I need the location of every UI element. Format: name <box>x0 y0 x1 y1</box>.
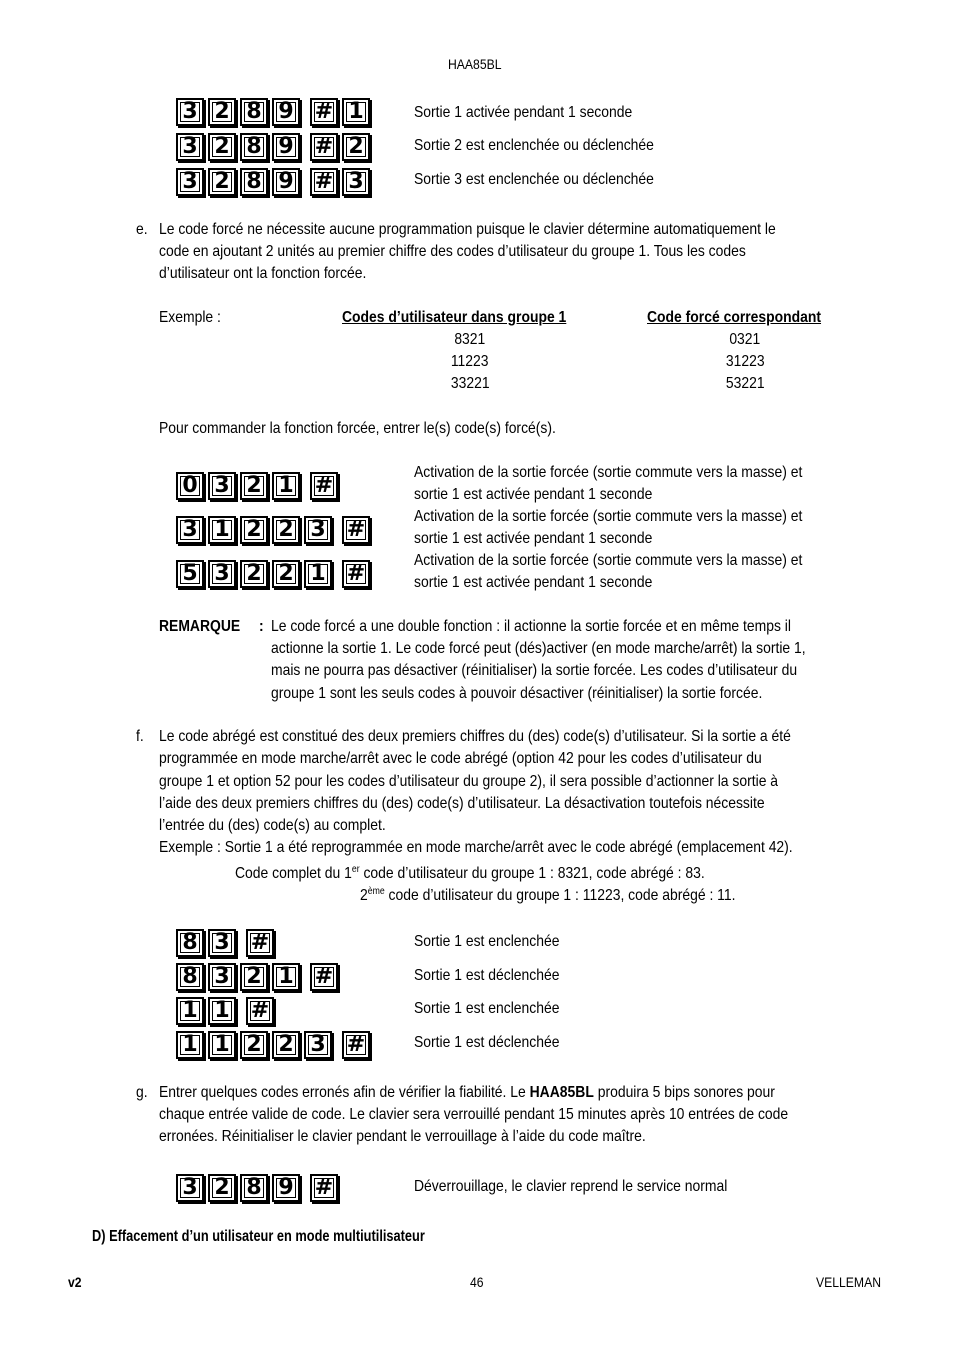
section-heading-d: D) Effacement d’un utilisateur en mode multiutilisateur <box>92 1228 425 1245</box>
hash-key-icon: # <box>310 472 338 500</box>
keypad-row <box>176 929 278 957</box>
hash-key-icon: # <box>342 516 370 544</box>
digit-key-icon: 2 <box>240 963 268 991</box>
digit-key-icon: 1 <box>272 963 300 991</box>
digit-key-icon: 1 <box>176 997 204 1025</box>
digit-key-icon: 3 <box>208 963 236 991</box>
list-marker: g. <box>136 1084 148 1101</box>
digit-key-icon: 3 <box>342 168 370 196</box>
digit-key-icon: 3 <box>176 1174 204 1202</box>
remark-label: REMARQUE <box>159 618 241 635</box>
paragraph-line: Le code abrégé est constitué des deux premiers chiffres du (des) code(s) d’utilisateur. Si la sortie a été <box>159 728 791 745</box>
keypad-description: Activation de la sortie forcée (sortie commute vers la masse) et <box>414 464 803 481</box>
example-label: Exemple : <box>159 309 221 326</box>
keypad-row <box>176 560 374 588</box>
digit-key-icon: 3 <box>176 516 204 544</box>
digit-key-icon: 1 <box>342 98 370 126</box>
hash-key-icon: # <box>246 929 274 957</box>
paragraph-line: d’utilisateur ont la fonction forcée. <box>159 265 367 282</box>
paragraph-line: programmée en mode marche/arrêt avec le code abrégé (option 42 pour les codes d’utilisateur du <box>159 750 762 767</box>
digit-key-icon: 1 <box>272 472 300 500</box>
hash-key-icon: # <box>310 133 338 161</box>
digit-key-icon: 5 <box>176 560 204 588</box>
digit-key-icon: 9 <box>272 1174 300 1202</box>
footer-brand: VELLEMAN <box>816 1274 881 1290</box>
digit-key-icon: 8 <box>240 1174 268 1202</box>
keypad-row <box>176 133 374 161</box>
keypad-description: Activation de la sortie forcée (sortie commute vers la masse) et <box>414 508 803 525</box>
page-header-model: HAA85BL <box>448 56 502 72</box>
remark-line: actionne la sortie 1. Le code forcé peut (dés)activer (en mode marche/arrêt) la sortie 1, <box>271 640 806 657</box>
table-cell-user: 8321 <box>454 331 486 348</box>
digit-key-icon: 0 <box>176 472 204 500</box>
keypad-description: sortie 1 est activée pendant 1 seconde <box>414 486 653 503</box>
keypad-description: Sortie 1 activée pendant 1 seconde <box>414 104 633 121</box>
digit-key-icon: 9 <box>272 168 300 196</box>
keypad-description: Activation de la sortie forcée (sortie commute vers la masse) et <box>414 552 803 569</box>
table-cell-user: 33221 <box>450 375 490 392</box>
digit-key-icon: 3 <box>176 133 204 161</box>
digit-key-icon: 9 <box>272 133 300 161</box>
digit-key-icon: 1 <box>208 1031 236 1059</box>
hash-key-icon: # <box>342 1031 370 1059</box>
digit-key-icon: 3 <box>304 1031 332 1059</box>
keypad-row <box>176 516 374 544</box>
paragraph-line: groupe 1 et option 52 pour les codes d’utilisateur du groupe 2), il sera possible d’actionner la sortie à <box>159 773 779 790</box>
keypad-description: Sortie 1 est enclenchée <box>414 1000 560 1017</box>
table-cell-forced: 53221 <box>725 375 765 392</box>
digit-key-icon: 8 <box>240 133 268 161</box>
digit-key-icon: 2 <box>208 133 236 161</box>
footer-page-number: 46 <box>470 1274 484 1290</box>
digit-key-icon: 3 <box>208 472 236 500</box>
digit-key-icon: 2 <box>342 133 370 161</box>
digit-key-icon: 8 <box>176 963 204 991</box>
keypad-row <box>176 168 374 196</box>
digit-key-icon: 3 <box>208 929 236 957</box>
paragraph-line: chaque entrée valide de code. Le clavier sera verrouillé pendant 15 minutes après 10 entrées de code <box>159 1106 789 1123</box>
digit-key-icon: 2 <box>208 1174 236 1202</box>
table-cell-user: 11223 <box>451 353 489 370</box>
digit-key-icon: 2 <box>240 472 268 500</box>
keypad-description: sortie 1 est activée pendant 1 seconde <box>414 574 653 591</box>
digit-key-icon: 3 <box>176 168 204 196</box>
digit-key-icon: 2 <box>272 516 300 544</box>
list-marker: e. <box>136 221 148 238</box>
remark-line: mais ne pourra pas désactiver (réinitialiser) la sortie forcée. Les codes d’utilisateur du <box>271 662 798 679</box>
keypad-description: Déverrouillage, le clavier reprend le service normal <box>414 1178 728 1195</box>
keypad-description: Sortie 1 est déclenchée <box>414 1034 560 1051</box>
paragraph-line: Exemple : Sortie 1 a été reprogrammée en mode marche/arrêt avec le code abrégé (emplacement 42). <box>159 839 793 856</box>
example-line: Code complet du 1er code d’utilisateur du groupe 1 : 8321, code abrégé : 83. <box>235 864 705 882</box>
digit-key-icon: 3 <box>304 516 332 544</box>
digit-key-icon: 2 <box>240 560 268 588</box>
paragraph-line: Entrer quelques codes erronés afin de vérifier la fiabilité. Le HAA85BL produira 5 bips sonores pour <box>159 1084 775 1101</box>
table-cell-forced: 0321 <box>729 331 761 348</box>
digit-key-icon: 8 <box>176 929 204 957</box>
keypad-row <box>176 1031 374 1059</box>
keypad-description: Sortie 1 est enclenchée <box>414 933 560 950</box>
remark-line: groupe 1 sont les seuls codes à pouvoir désactiver (réinitialiser) la sortie forcée. <box>271 685 763 702</box>
remark-colon: : <box>259 618 264 635</box>
footer-version: v2 <box>68 1274 82 1290</box>
paragraph-line: l’entrée du (des) code(s) au complet. <box>159 817 386 834</box>
hash-key-icon: # <box>310 168 338 196</box>
keypad-description: Sortie 1 est déclenchée <box>414 967 560 984</box>
digit-key-icon: 3 <box>208 560 236 588</box>
remark-line: Le code forcé a une double fonction : il actionne la sortie forcée et en même temps il <box>271 618 791 635</box>
hash-key-icon: # <box>310 98 338 126</box>
digit-key-icon: 2 <box>240 1031 268 1059</box>
paragraph-line: erronées. Réinitialiser le clavier pendant le verrouillage à l’aide du code maître. <box>159 1128 646 1145</box>
keypad-row <box>176 963 342 991</box>
keypad-description: Sortie 3 est enclenchée ou déclenchée <box>414 171 654 188</box>
keypad-description: Sortie 2 est enclenchée ou déclenchée <box>414 137 654 154</box>
keypad-row <box>176 98 374 126</box>
table-header-forced-code: Code forcé correspondant <box>647 309 822 326</box>
digit-key-icon: 2 <box>240 516 268 544</box>
digit-key-icon: 3 <box>176 98 204 126</box>
hash-key-icon: # <box>310 963 338 991</box>
paragraph-line: Le code forcé ne nécessite aucune programmation puisque le clavier détermine automatiquement le <box>159 221 776 238</box>
digit-key-icon: 8 <box>240 98 268 126</box>
table-header-user-codes: Codes d’utilisateur dans groupe 1 <box>342 309 567 326</box>
digit-key-icon: 1 <box>208 516 236 544</box>
product-name: HAA85BL <box>529 1084 594 1101</box>
table-cell-forced: 31223 <box>725 353 765 370</box>
keypad-row <box>176 472 342 500</box>
keypad-row <box>176 997 278 1025</box>
example-line: 2ème code d’utilisateur du groupe 1 : 11223, code abrégé : 11. <box>360 886 736 904</box>
digit-key-icon: 2 <box>272 1031 300 1059</box>
digit-key-icon: 2 <box>208 98 236 126</box>
paragraph-line: l’aide des deux premiers chiffres du (des) code(s) d’utilisateur. La désactivation toutefois nécessite <box>159 795 765 812</box>
keypad-description: sortie 1 est activée pendant 1 seconde <box>414 530 653 547</box>
digit-key-icon: 1 <box>304 560 332 588</box>
hash-key-icon: # <box>342 560 370 588</box>
digit-key-icon: 8 <box>240 168 268 196</box>
digit-key-icon: 2 <box>272 560 300 588</box>
hash-key-icon: # <box>310 1174 338 1202</box>
digit-key-icon: 2 <box>208 168 236 196</box>
digit-key-icon: 1 <box>176 1031 204 1059</box>
digit-key-icon: 9 <box>272 98 300 126</box>
digit-key-icon: 1 <box>208 997 236 1025</box>
list-marker: f. <box>136 728 144 745</box>
hash-key-icon: # <box>246 997 274 1025</box>
paragraph-line: Pour commander la fonction forcée, entrer le(s) code(s) forcé(s). <box>159 420 556 437</box>
paragraph-line: code en ajoutant 2 unités au premier chiffre des codes d’utilisateur du groupe 1. Tous les codes <box>159 243 746 260</box>
keypad-row <box>176 1174 342 1202</box>
